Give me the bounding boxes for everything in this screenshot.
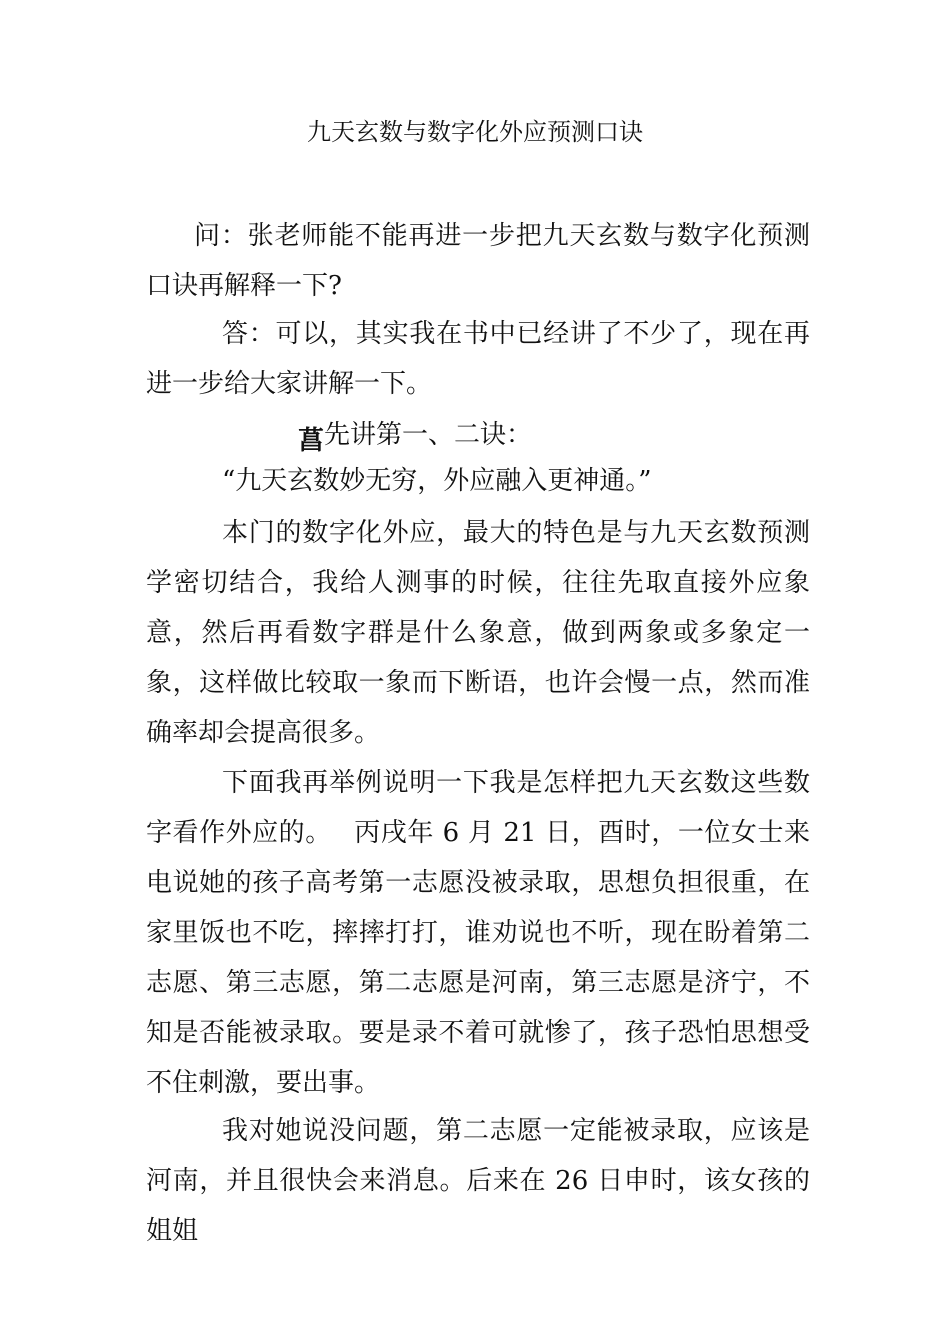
paragraph-first-second-verse-intro [146, 412, 810, 458]
paragraph-text: 先讲第一、二诀： [324, 420, 533, 450]
paragraph-text-intro: 下面我再举例说明一下我是怎样把九天玄数这些数字看作外应的。 [146, 768, 810, 848]
paragraph-digital-omen: 本门的数字化外应，最大的特色是与九天玄数预测学密切结合，我给人测事的时候，往往先取直接外应象意，然后再看数字群是什么象意，做到两象或多象定一象，这样做比较取一象而下断语，也许会慢一点，然而准确率却会提高很多。 [146, 518, 810, 748]
paragraph-example [146, 758, 810, 1108]
paragraph-question: 问：张老师能不能再进一步把九天玄数与数字化预测口诀再解释一下? [146, 221, 810, 301]
paragraph-result: 我对她说没问题，第二志愿一定能被录取，应该是河南，并且很快会来消息。后来在 26 日申时，该女孩的姐姐 [146, 1116, 810, 1246]
paragraph-text-case: 丙戌年 6 月 21 日，酉时，一位女士来电说她的孩子高考第一志愿没被录取，思想负担很重，在家里饭也不吃，摔摔打打，谁劝说也不听，现在盼着第二志愿、第三志愿，第二志愿是河南，第三志愿是济宁，不知是否能被录取。要是录不着可就惨了，孩子恐怕思想受不住刺激，要出事。 [146, 818, 810, 1098]
stamp-glyph: 菖 [298, 426, 325, 456]
document-title: 九天玄数与数字化外应预测口诀 [307, 118, 643, 146]
paragraph-answer: 答：可以，其实我在书中已经讲了不少了，现在再进一步给大家讲解一下。 [146, 319, 810, 399]
paragraph-verse-quote: “九天玄数妙无穷，外应融入更神通。” [222, 466, 652, 496]
